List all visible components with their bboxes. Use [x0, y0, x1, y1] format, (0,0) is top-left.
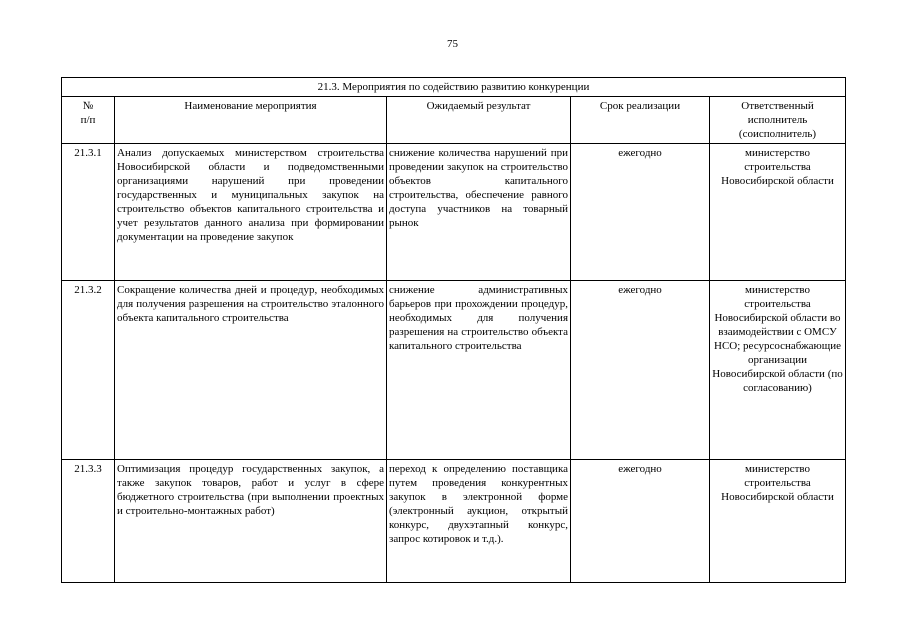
table-row — [62, 144, 846, 281]
section-title-row — [62, 78, 846, 97]
row-responsible: министерство строительства Новосибирской области — [710, 460, 846, 583]
row-responsible: министерство строительства Новосибирской области — [710, 144, 846, 281]
section-title: 21.3. Мероприятия по содействию развитию конкуренции — [62, 78, 846, 97]
row-result: переход к определению поставщика путем проведения конкурентных закупок в электронной форме (электронный аукцион, открытый конкурс, двухэтапный конкурс, запрос котировок и т.д.). — [387, 460, 571, 583]
header-num: № п/п — [62, 97, 115, 144]
row-term: ежегодно — [571, 144, 710, 281]
row-num: 21.3.3 — [62, 460, 115, 583]
header-name: Наименование мероприятия — [115, 97, 387, 144]
header-result: Ожидаемый результат — [387, 97, 571, 144]
row-name: Анализ допускаемых министерством строительства Новосибирской области и подведомственными организациями нарушений при проведении государственных и муниципальных закупок на строительство объектов капитального строительства и учет результатов данного анализа при формировании документации на проведение закупок — [115, 144, 387, 281]
header-responsible: Ответственный исполнитель (соисполнитель) — [710, 97, 846, 144]
row-name: Оптимизация процедур государственных закупок, а также закупок товаров, работ и услуг в сфере бюджетного строительства (при выполнении проектных и строительно-монтажных работ) — [115, 460, 387, 583]
row-num: 21.3.1 — [62, 144, 115, 281]
header-row — [62, 97, 846, 144]
table-row — [62, 460, 846, 583]
row-num: 21.3.2 — [62, 281, 115, 460]
measures-table — [61, 77, 846, 583]
row-result: снижение количества нарушений при проведении закупок на строительство объектов капитального строительства, обеспечение равного доступа участников на товарный рынок — [387, 144, 571, 281]
page-number: 75 — [447, 38, 458, 50]
row-term: ежегодно — [571, 281, 710, 460]
table-row — [62, 281, 846, 460]
row-result: снижение административных барьеров при прохождении процедур, необходимых для получения разрешения на строительство объекта капитального строительства — [387, 281, 571, 460]
row-name: Сокращение количества дней и процедур, необходимых для получения разрешения на строительство эталонного объекта капитального строительства — [115, 281, 387, 460]
row-term: ежегодно — [571, 460, 710, 583]
header-term: Срок реализации — [571, 97, 710, 144]
row-responsible: министерство строительства Новосибирской области во взаимодействии с ОМСУ НСО; ресурсоснабжающие организации Новосибирской области (по согласованию) — [710, 281, 846, 460]
